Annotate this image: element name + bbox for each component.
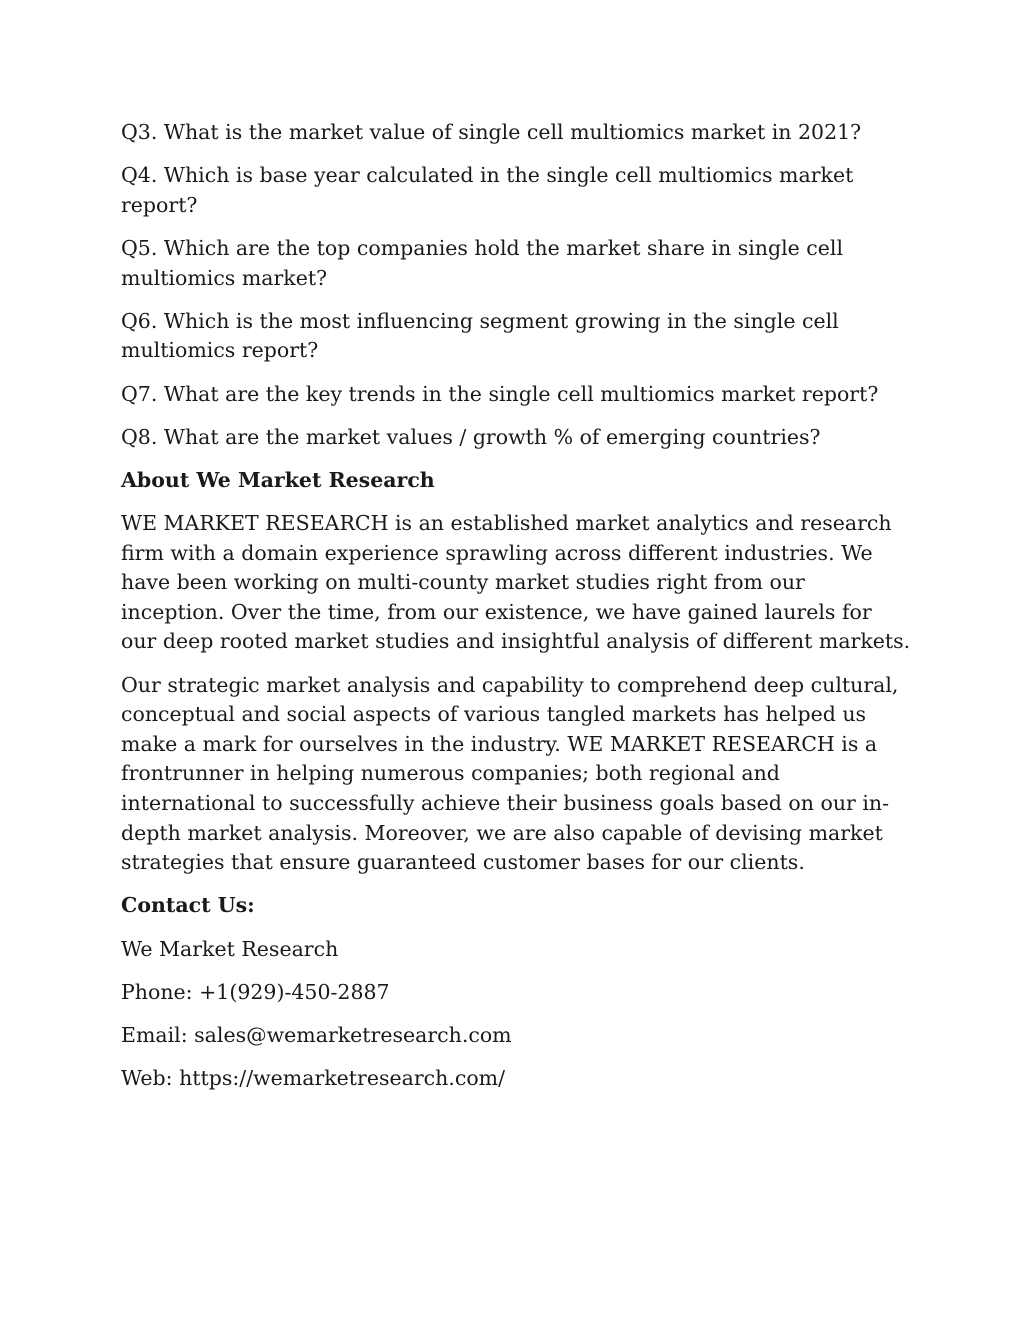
contact-email: Email: sales@wemarketresearch.com xyxy=(121,1022,512,1047)
contact-web: Web: https://wemarketresearch.com/ xyxy=(121,1066,506,1091)
question-q8: Q8. What are the market values / growth % of emerging countries? xyxy=(121,424,821,449)
question-q5: Q5. Which are the top companies hold the market share in single cell multiomics market? xyxy=(121,235,844,290)
contact-heading: Contact Us: xyxy=(121,893,255,918)
contact-company: We Market Research xyxy=(121,936,339,961)
contact-phone: Phone: +1(929)-450-2887 xyxy=(121,979,390,1004)
document-page xyxy=(121,118,911,1107)
question-q7: Q7. What are the key trends in the single cell multiomics market report? xyxy=(121,381,879,406)
question-q6: Q6. Which is the most influencing segment growing in the single cell multiomics report? xyxy=(121,308,839,363)
about-paragraph-1: WE MARKET RESEARCH is an established market analytics and research firm with a domain experience sprawling across different industries. We have been working on multi-county market studies right from our inception. Over the time, from our existence, we have gained laurels for our deep rooted market studies and insightful analysis of different markets. xyxy=(121,511,911,654)
about-heading: About We Market Research xyxy=(121,467,435,492)
about-paragraph-2: Our strategic market analysis and capability to comprehend deep cultural, conceptual and social aspects of various tangled markets has helped us make a mark for ourselves in the industry. WE MARKET RESEARCH is a frontrunner in helping numerous companies; both regional and international to successfully achieve their business goals based on our in-depth market analysis. Moreover, we are also capable of devising market strategies that ensure guaranteed customer bases for our clients. xyxy=(121,672,899,875)
question-q3: Q3. What is the market value of single cell multiomics market in 2021? xyxy=(121,120,862,144)
question-q4: Q4. Which is base year calculated in the single cell multiomics market report? xyxy=(121,163,854,217)
